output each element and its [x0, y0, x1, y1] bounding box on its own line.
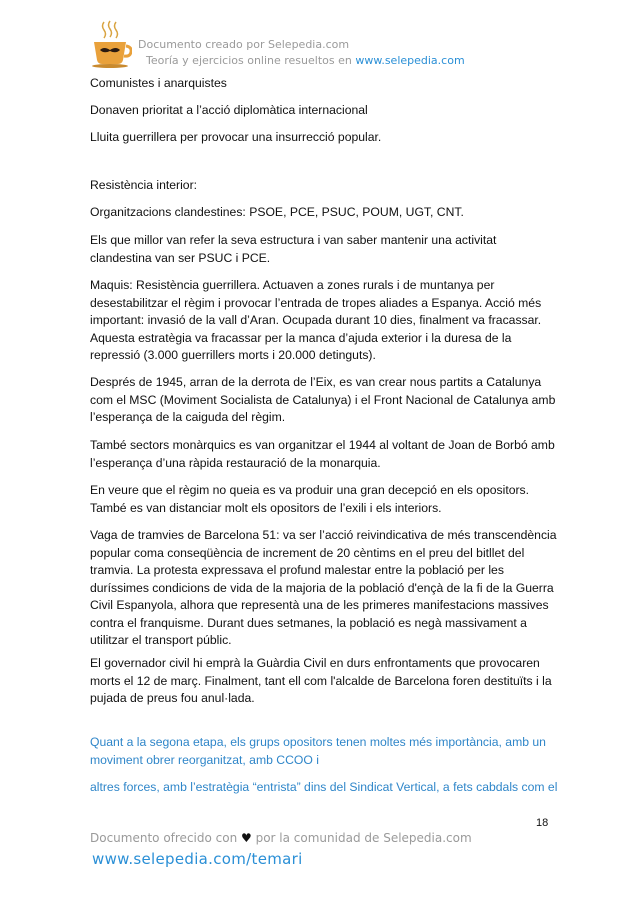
text-line: Organitzacions clandestines: PSOE, PCE, PSUC, POUM, UGT, CNT.: [90, 205, 464, 219]
footer-credit-prefix: Documento ofrecido con: [90, 831, 242, 845]
header-title: Documento creado por Selepedia.com: [138, 38, 350, 51]
paragraph: [90, 482, 529, 517]
text-line: moviment obrer reorganitzat, amb CCOO i: [90, 752, 319, 767]
text-line: l’esperança de la caiguda del règim.: [90, 410, 286, 424]
paragraph: [90, 779, 557, 797]
text-line: Aquesta estratègia va fracassar per la manca d’ajuda exterior i la duresa de la: [90, 330, 512, 345]
text-line: popular coma conseqüència de increment de 20 cèntims en el preu del bitllet del: [90, 545, 525, 560]
text-line: Vaga de tramvies de Barcelona 51: va ser l’acció reivindicativa de més transcendència: [90, 528, 557, 542]
footer-credit-suffix: por la comunidad de Selepedia.com: [251, 831, 472, 845]
text-line: Comunistes i anarquistes: [90, 76, 227, 90]
text-line: El governador civil hi emprà la Guàrdia Civil en durs enfrontaments que provocaren: [90, 656, 540, 670]
paragraph: [90, 374, 555, 427]
text-line: En veure que el règim no queia es va produir una gran decepció en els opositors.: [90, 483, 530, 497]
text-line: Donaven prioritat a l’acció diplomàtica internacional: [90, 103, 368, 117]
text-line: Quant a la segona etapa, els grups opositors tenen moltes més importància, amb un: [90, 735, 546, 749]
text-line: Resistència interior:: [90, 178, 198, 192]
header-link[interactable]: www.selepedia.com: [355, 54, 465, 67]
section-heading: [90, 177, 197, 195]
paragraph: [90, 277, 541, 365]
text-line: També sectors monàrquics es van organitzar el 1944 al voltant de Joan de Borbó amb: [90, 438, 555, 452]
coffee-cup-logo-icon: [88, 20, 132, 68]
text-line: tramvia. La protesta expressava el profund malestar entre la població per les: [90, 563, 504, 577]
paragraph: [90, 437, 555, 472]
header-subtitle-text: Teoría y ejercicios online resueltos en: [146, 54, 356, 67]
paragraph: [90, 232, 496, 267]
heart-icon: ♥: [241, 831, 252, 845]
text-line: desestabilitzar el règim i provocar l’entrada de tropes aliades a Espanya. Acció més: [90, 295, 542, 310]
paragraph: [90, 75, 227, 93]
text-line: l’esperança d’una ràpida restauració de la monarquia.: [90, 455, 381, 470]
footer-credit: [90, 831, 472, 845]
text-line: contra el franquisme. Durant dues setmanes, la població es negà massivament a: [90, 615, 527, 630]
text-line: utilitzar el transport públic.: [90, 633, 232, 647]
text-line: Maquis: Resistència guerrillera. Actuaven a zones rurals i de muntanya per: [90, 278, 495, 292]
text-line: pujada de preus fou anul·lada.: [90, 691, 255, 705]
text-line: Després de 1945, arran de la derrota de l’Eix, es van crear nous partits a Catalunya: [90, 375, 542, 389]
text-line: duríssimes condicions de vida de la majoria de la població d'ençà de la fi de la Guerra: [90, 580, 554, 595]
text-line: important: invasió de la vall d’Aran. Ocupada durant 10 dies, finalment va fracassar.: [90, 313, 542, 327]
header-subtitle: [146, 54, 465, 67]
text-line: morts el 12 de març. Finalment, tant ell com l'alcalde de Barcelona foren destituïts i la: [90, 673, 552, 688]
text-line: Lluita guerrillera per provocar una insurrecció popular.: [90, 130, 382, 144]
paragraph: [90, 102, 368, 120]
text-line: Els que millor van refer la seva estructura i van saber mantenir una activitat: [90, 233, 497, 247]
document-header: [88, 20, 528, 70]
text-line: com el MSC (Moviment Socialista de Catalunya) i el Front Nacional de Catalunya amb: [90, 392, 556, 407]
text-line: Civil Espanyola, alhora que representà una de les primeres manifestacions massives: [90, 598, 549, 612]
paragraph: [90, 129, 381, 147]
footer-link[interactable]: www.selepedia.com/temari: [92, 850, 303, 868]
paragraph: [90, 655, 552, 708]
paragraph: [90, 527, 557, 650]
page-number: 18: [536, 817, 549, 829]
text-line: clandestina van ser PSUC i PCE.: [90, 250, 271, 265]
text-line: altres forces, amb l’estratègia “entrista” dins del Sindicat Vertical, a fets cabdals com el: [90, 780, 558, 794]
text-line: repressió (3.000 guerrillers morts i 20.000 detinguts).: [90, 348, 376, 362]
paragraph: [90, 734, 546, 769]
paragraph: [90, 204, 464, 222]
text-line: També es van distanciar molt els opositors de l’exili i els interiors.: [90, 500, 442, 515]
